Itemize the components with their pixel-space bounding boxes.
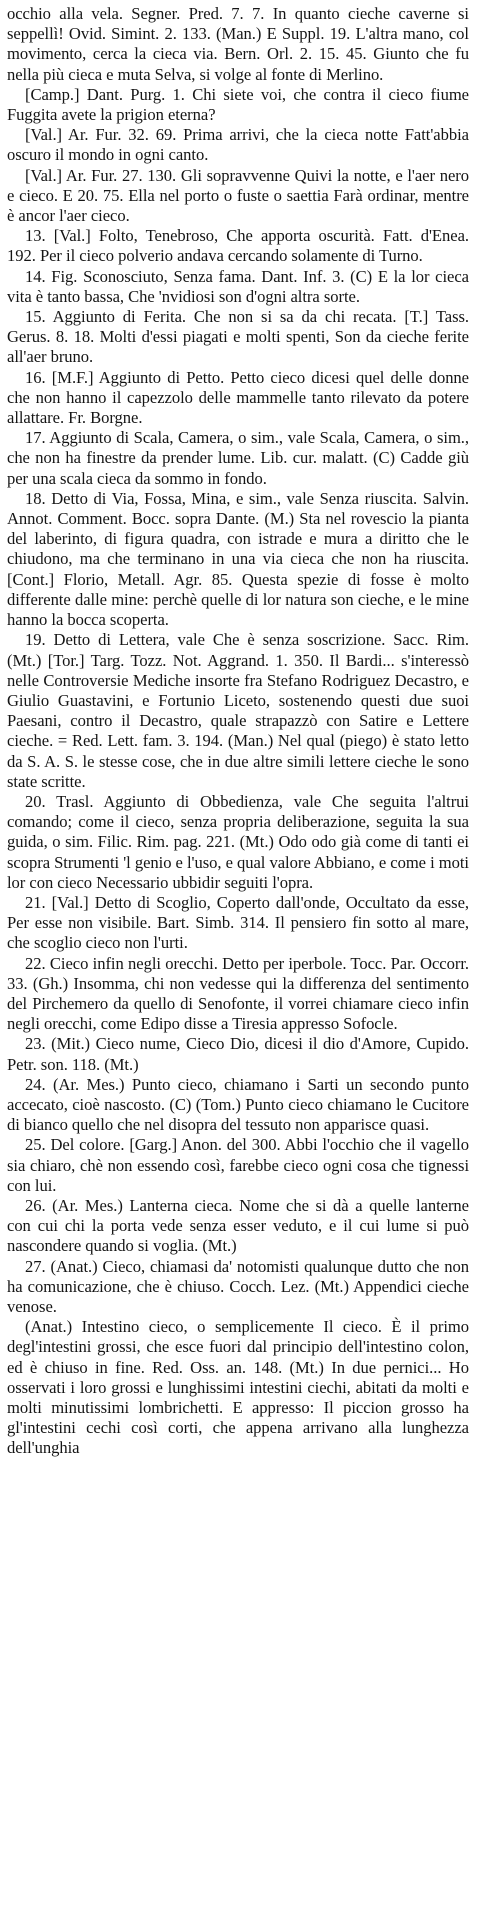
entry-18: 18. Detto di Via, Fossa, Mina, e sim., vale Senza riuscita. Salvin. Annot. Comment. Bocc. sopra Dante. (M.) Sta nel rovescio la pianta del laberinto, di figura quadra, con istrade e mura a diritto che le chiudono, ma che terminano in una via cieca che non ha riuscita. [Cont.] Florio, Metall. Agr. 85. Questa spezie di fosse è molto differente dalle mine: perchè quelle di lor natura son cieche, e le mine hanno la bocca scoperta. <box>7 488 469 630</box>
entry-26: 26. (Ar. Mes.) Lanterna cieca. Nome che si dà a quelle lanterne con cui chi la porta vede senza esser veduto, e il cui lume si può nascondere quando si voglia. (Mt.) <box>7 1195 469 1256</box>
entry-20: 20. Trasl. Aggiunto di Obbedienza, vale Che seguita l'altrui comando; come il cieco, senza propria deliberazione, seguita la sua guida, o sim. Filic. Rim. pag. 221. (Mt.) Odo odo già come di tanti ei scopra Strumenti 'l genio e l'uso, e qual valore Abbiano, e come i moti lor con cieco Necessario ubbidir seguiti l'opra. <box>7 791 469 892</box>
entry-intestino-cieco: (Anat.) Intestino cieco, o semplicemente Il cieco. È il primo degl'intestini grossi, che esce fuori dal principio dell'intestino colon, ed è chiuso in fine. Red. Oss. an. 148. (Mt.) In due pernici... Ho osservati i loro grossi e lunghissimi intestini ciechi, abitati da molti e molti minutissimi lombrichetti. E appresso: Il piccion grosso ha gl'intestini cechi così corti, che appena arrivano alla lunghezza dell'unghia <box>7 1317 469 1458</box>
entry-17: 17. Aggiunto di Scala, Camera, o sim., vale Scala, Camera, o sim., che non ha finestre da prender lume. Lib. cur. malatt. (C) Cadde giù per una scala cieca da sommo in fondo. <box>7 428 469 488</box>
paragraph-4: [Val.] Ar. Fur. 27. 130. Gli sopravvenne Quivi la notte, e l'aer nero e cieco. E 20. 75. Ella nel porto o fuste o saettia Farà ordinar, mentre è ancor l'aer cieco. <box>7 165 469 226</box>
entry-21: 21. [Val.] Detto di Scoglio, Coperto dall'onde, Occultato da esse, Per esse non visibile. Bart. Simb. 314. Il pensiero fin sotto al mare, che scoglio cieco non l'urti. <box>7 892 469 953</box>
entry-15: 15. Aggiunto di Ferita. Che non si sa da chi recata. [T.] Tass. Gerus. 8. 18. Molti d'essi piagati e molti spenti, Son da cieche ferite all'aer bruno. <box>7 307 469 367</box>
paragraph-2: [Camp.] Dant. Purg. 1. Chi siete voi, che contra il cieco fiume Fuggita avete la prigion eterna? <box>7 84 469 125</box>
entry-22: 22. Cieco infin negli orecchi. Detto per iperbole. Tocc. Par. Occorr. 33. (Gh.) Insomma, chi non vedesse qui la differenza del sentimento del Pirchemero da quello di Senofonte, il vorrei chiamare cieco infin negli orecchi, come Edipo disse a Tiresia appresso Sofocle. <box>7 953 469 1034</box>
entry-25: 25. Del colore. [Garg.] Anon. del 300. Abbi l'occhio che il vagello sia chiaro, chè non essendo così, farebbe cieco ogni cosa che tignessi con lui. <box>7 1135 469 1195</box>
entry-23: 23. (Mit.) Cieco nume, Cieco Dio, dicesi il dio d'Amore, Cupido. Petr. son. 118. (Mt.) <box>7 1034 469 1074</box>
entry-27: 27. (Anat.) Cieco, chiamasi da' notomisti qualunque dutto che non ha comunicazione, che è chiuso. Cocch. Lez. (Mt.) Appendici cieche venose. <box>7 1256 469 1316</box>
paragraph-1: occhio alla vela. Segner. Pred. 7. 7. In quanto cieche caverne si seppellì! Ovid. Simint. 2. 133. (Man.) E Suppl. 19. L'altra mano, col movimento, cerca la cieca via. Bern. Orl. 2. 15. 45. Giunto che fu nella più cieca e muta Selva, si volge al fonte di Merlino. <box>7 4 469 84</box>
entry-24: 24. (Ar. Mes.) Punto cieco, chiamano i Sarti un secondo punto accecato, cioè nascosto. (C) (Tom.) Punto cieco chiamano le Cucitore di bianco quello che nel disopra del tessuto non apparisce quasi. <box>7 1074 469 1135</box>
entry-19: 19. Detto di Lettera, vale Che è senza soscrizione. Sacc. Rim. (Mt.) [Tor.] Targ. Tozz. Not. Aggrand. 1. 350. Il Bardi... s'interessò nelle Controversie Mediche insorte fra Stefano Rodriguez Decastro, e Giulio Guastavini, e Fortunio Liceto, sostenendo questi due suoi Paesani, contro il Decastro, quale strapazzò con Satire e Lettere cieche. = Red. Lett. fam. 3. 194. (Man.) Nel qual (piego) è stato letto da S. A. S. le stesse cose, che in due altre simili lettere cieche le sono state scritte. <box>7 630 469 791</box>
entry-16: 16. [M.F.] Aggiunto di Petto. Petto cieco dicesi quel delle donne che non hanno il capezzolo delle mammelle tanto rilevato da potere allattare. Fr. Borgne. <box>7 367 469 428</box>
entry-13: 13. [Val.] Folto, Tenebroso, Che apporta oscurità. Fatt. d'Enea. 192. Per il cieco polverio andava cercando solamente di Turno. <box>7 226 469 266</box>
paragraph-3: [Val.] Ar. Fur. 32. 69. Prima arrivi, che la cieca notte Fatt'abbia oscuro il mondo in ogni canto. <box>7 125 469 165</box>
entry-14: 14. Fig. Sconosciuto, Senza fama. Dant. Inf. 3. (C) E la lor cieca vita è tanto bassa, Che 'nvidiosi son d'ogni altra sorte. <box>7 266 469 306</box>
